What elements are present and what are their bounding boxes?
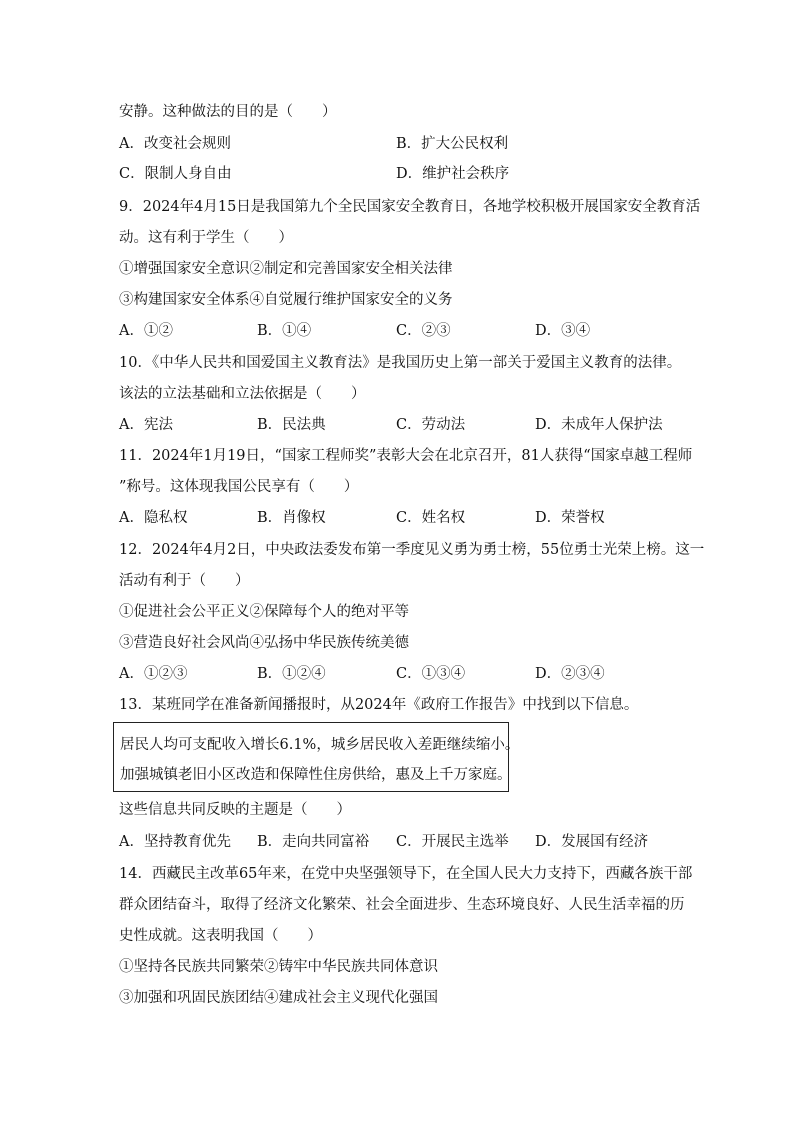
q11-option-b: B．肖像权 (257, 510, 326, 526)
q10-option-b: B．民法典 (257, 417, 326, 433)
q12-option-c: C．①③④ (396, 666, 466, 682)
q14-item-line1: ①坚持各民族共同繁荣②铸牢中华民族共同体意识 (119, 959, 438, 975)
q13-option-b: B．走向共同富裕 (257, 834, 370, 850)
q9-option-a: A．①② (119, 323, 173, 339)
q13-option-d: D．发展国有经济 (535, 834, 649, 850)
q9-option-b: B．①④ (257, 323, 312, 339)
q9-stem-line2: 动。这有利于学生（ ） (119, 230, 293, 246)
q13-box-line2: 加强城镇老旧小区改造和保障性住房供给，惠及上千万家庭。 (120, 767, 512, 783)
q14-stem-line2: 群众团结奋斗，取得了经济文化繁荣、社会全面进步、生态环境良好、人民生活幸福的历 (119, 897, 685, 913)
q14-stem-line1: 14．西藏民主改革65年来，在党中央坚强领导下，在全国人民大力支持下，西藏各族干部 (119, 866, 693, 882)
q12-stem-line2: 活动有利于（ ） (119, 573, 250, 589)
q13-option-c: C．开展民主选举 (396, 834, 509, 850)
q10-option-a: A．宪法 (119, 417, 173, 433)
q12-option-b: B．①②④ (257, 666, 326, 682)
q11-option-c: C．姓名权 (396, 510, 466, 526)
q12-option-a: A．①②③ (119, 666, 188, 682)
q13-box-line1: 居民人均可支配收入增长6.1%，城乡居民收入差距继续缩小。 (120, 737, 520, 753)
q10-option-c: C．劳动法 (396, 417, 466, 433)
q11-option-a: A．隐私权 (119, 510, 188, 526)
q11-stem-line1: 11．2024年1月19日，“国家工程师奖”表彰大会在北京召开，81人获得“国家卓越工程师 (119, 448, 693, 464)
q9-item-line1: ①增强国家安全意识②制定和完善国家安全相关法律 (119, 261, 453, 277)
q12-item-line1: ①促进社会公平正义②保障每个人的绝对平等 (119, 604, 409, 620)
q8-stem-tail: 安静。这种做法的目的是（ ） (119, 104, 337, 120)
q14-stem-line3: 史性成就。这表明我国（ ） (119, 928, 322, 944)
q13-stem-line2: 这些信息共同反映的主题是（ ） (119, 802, 351, 818)
q12-item-line2: ③营造良好社会风尚④弘扬中华民族传统美德 (119, 635, 409, 651)
q12-stem-line1: 12．2024年4月2日，中央政法委发布第一季度见义勇为勇士榜，55位勇士光荣上榜。这一 (119, 542, 705, 558)
q8-option-b: B．扩大公民权利 (396, 136, 509, 152)
q11-stem-line2: ”称号。这体现我国公民享有（ ） (119, 479, 359, 495)
q9-option-d: D．③④ (535, 323, 591, 339)
q12-option-d: D．②③④ (535, 666, 605, 682)
q10-stem-line2: 该法的立法基础和立法依据是（ ） (119, 386, 366, 402)
q11-option-d: D．荣誉权 (535, 510, 605, 526)
q8-option-a: A．改变社会规则 (119, 136, 231, 152)
q10-stem-line1: 10．《中华人民共和国爱国主义教育法》是我国历史上第一部关于爱国主义教育的法律。 (119, 355, 682, 371)
q13-option-a: A．坚持教育优先 (119, 834, 231, 850)
q9-option-c: C．②③ (396, 323, 451, 339)
q8-option-d: D．维护社会秩序 (396, 166, 510, 182)
q13-stem-line1: 13．某班同学在准备新闻播报时，从2024年《政府工作报告》中找到以下信息。 (119, 697, 639, 713)
q10-option-d: D．未成年人保护法 (535, 417, 663, 433)
q13-info-box (113, 722, 520, 792)
q8-option-c: C．限制人身自由 (119, 166, 232, 182)
q9-stem-line1: 9．2024年4月15日是我国第九个全民国家安全教育日，各地学校积极开展国家安全教育活 (119, 199, 701, 215)
q9-item-line2: ③构建国家安全体系④自觉履行维护国家安全的义务 (119, 292, 453, 308)
q14-item-line2: ③加强和巩固民族团结④建成社会主义现代化强国 (119, 990, 438, 1006)
